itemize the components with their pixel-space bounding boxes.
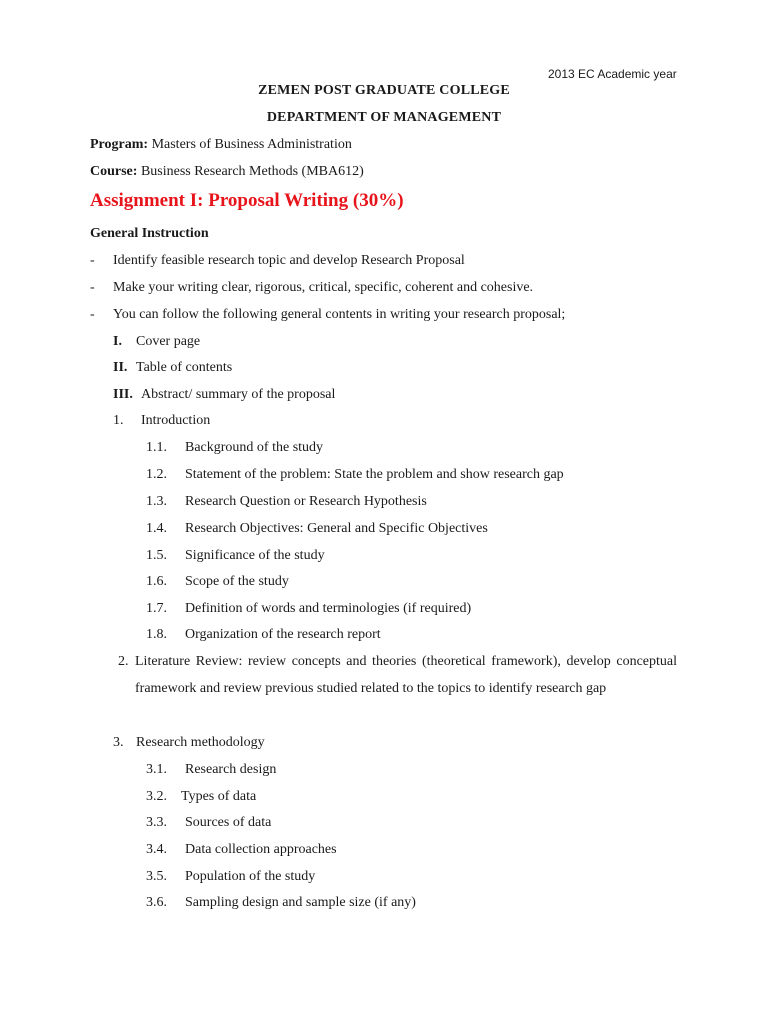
subsection-num: 3.6. — [146, 895, 167, 910]
section-title: Research methodology — [136, 735, 265, 750]
college-name: ZEMEN POST GRADUATE COLLEGE — [258, 83, 510, 98]
literature-review-paragraph: Literature Review: review concepts and theories (theoretical framework), develop conceptual framework and review previous studied related to the topics to identify research gap — [135, 654, 677, 696]
bullet-dash: - — [90, 253, 95, 268]
program-value: Masters of Business Administration — [148, 137, 352, 152]
bullet-dash: - — [90, 280, 95, 295]
program-label: Program: — [90, 137, 149, 152]
subsection-num: 3.2. — [146, 789, 167, 804]
roman-text: Table of contents — [136, 360, 233, 375]
section-number: 3. — [113, 735, 124, 750]
roman-text: Abstract/ summary of the proposal — [141, 387, 336, 402]
subsection-num: 3.4. — [146, 842, 167, 857]
subsection-text: Sampling design and sample size (if any) — [185, 895, 416, 910]
assignment-title: Assignment I: Proposal Writing (30%) — [90, 190, 404, 211]
instruction-bullet: You can follow the following general contents in writing your research proposal; — [113, 307, 566, 322]
subsection-text: Research Objectives: General and Specific Objectives — [185, 521, 488, 536]
roman-num: III. — [113, 387, 133, 402]
course-value: Business Research Methods (MBA612) — [137, 164, 364, 179]
section-title: Introduction — [141, 413, 211, 428]
subsection-text: Sources of data — [185, 815, 272, 830]
subsection-num: 1.8. — [146, 627, 167, 642]
subsection-text: Research Question or Research Hypothesis — [185, 494, 427, 509]
subsection-text: Data collection approaches — [185, 842, 337, 857]
general-instruction-heading: General Instruction — [90, 226, 209, 241]
subsection-num: 3.5. — [146, 869, 167, 884]
bullet-dash: - — [90, 307, 95, 322]
course-line — [90, 164, 364, 180]
subsection-num: 3.1. — [146, 762, 167, 777]
subsection-num: 1.1. — [146, 440, 167, 455]
subsection-text: Research design — [185, 762, 277, 777]
section-number: 2. — [118, 654, 129, 669]
roman-text: Cover page — [136, 334, 201, 349]
instruction-bullet: Identify feasible research topic and develop Research Proposal — [113, 253, 465, 268]
subsection-num: 1.5. — [146, 548, 167, 563]
subsection-num: 1.7. — [146, 601, 167, 616]
subsection-text: Definition of words and terminologies (if required) — [185, 601, 472, 616]
subsection-num: 1.2. — [146, 467, 167, 482]
roman-num: II. — [113, 360, 128, 375]
subsection-text: Population of the study — [185, 869, 316, 884]
subsection-text: Scope of the study — [185, 574, 289, 589]
instruction-bullet: Make your writing clear, rigorous, critical, specific, coherent and cohesive. — [113, 280, 534, 295]
department-name: DEPARTMENT OF MANAGEMENT — [266, 110, 502, 125]
roman-num: I. — [113, 334, 122, 349]
subsection-text: Types of data — [181, 789, 257, 804]
subsection-text: Organization of the research report — [185, 627, 381, 642]
subsection-text: Background of the study — [185, 440, 324, 455]
subsection-text: Statement of the problem: State the problem and show research gap — [185, 467, 564, 482]
subsection-text: Significance of the study — [185, 548, 325, 563]
program-line — [90, 137, 352, 153]
course-label: Course: — [90, 164, 138, 179]
subsection-num: 1.4. — [146, 521, 167, 536]
section-number: 1. — [113, 413, 124, 428]
subsection-num: 1.3. — [146, 494, 167, 509]
subsection-num: 1.6. — [146, 574, 167, 589]
academic-year: 2013 EC Academic year — [548, 67, 677, 81]
subsection-num: 3.3. — [146, 815, 167, 830]
